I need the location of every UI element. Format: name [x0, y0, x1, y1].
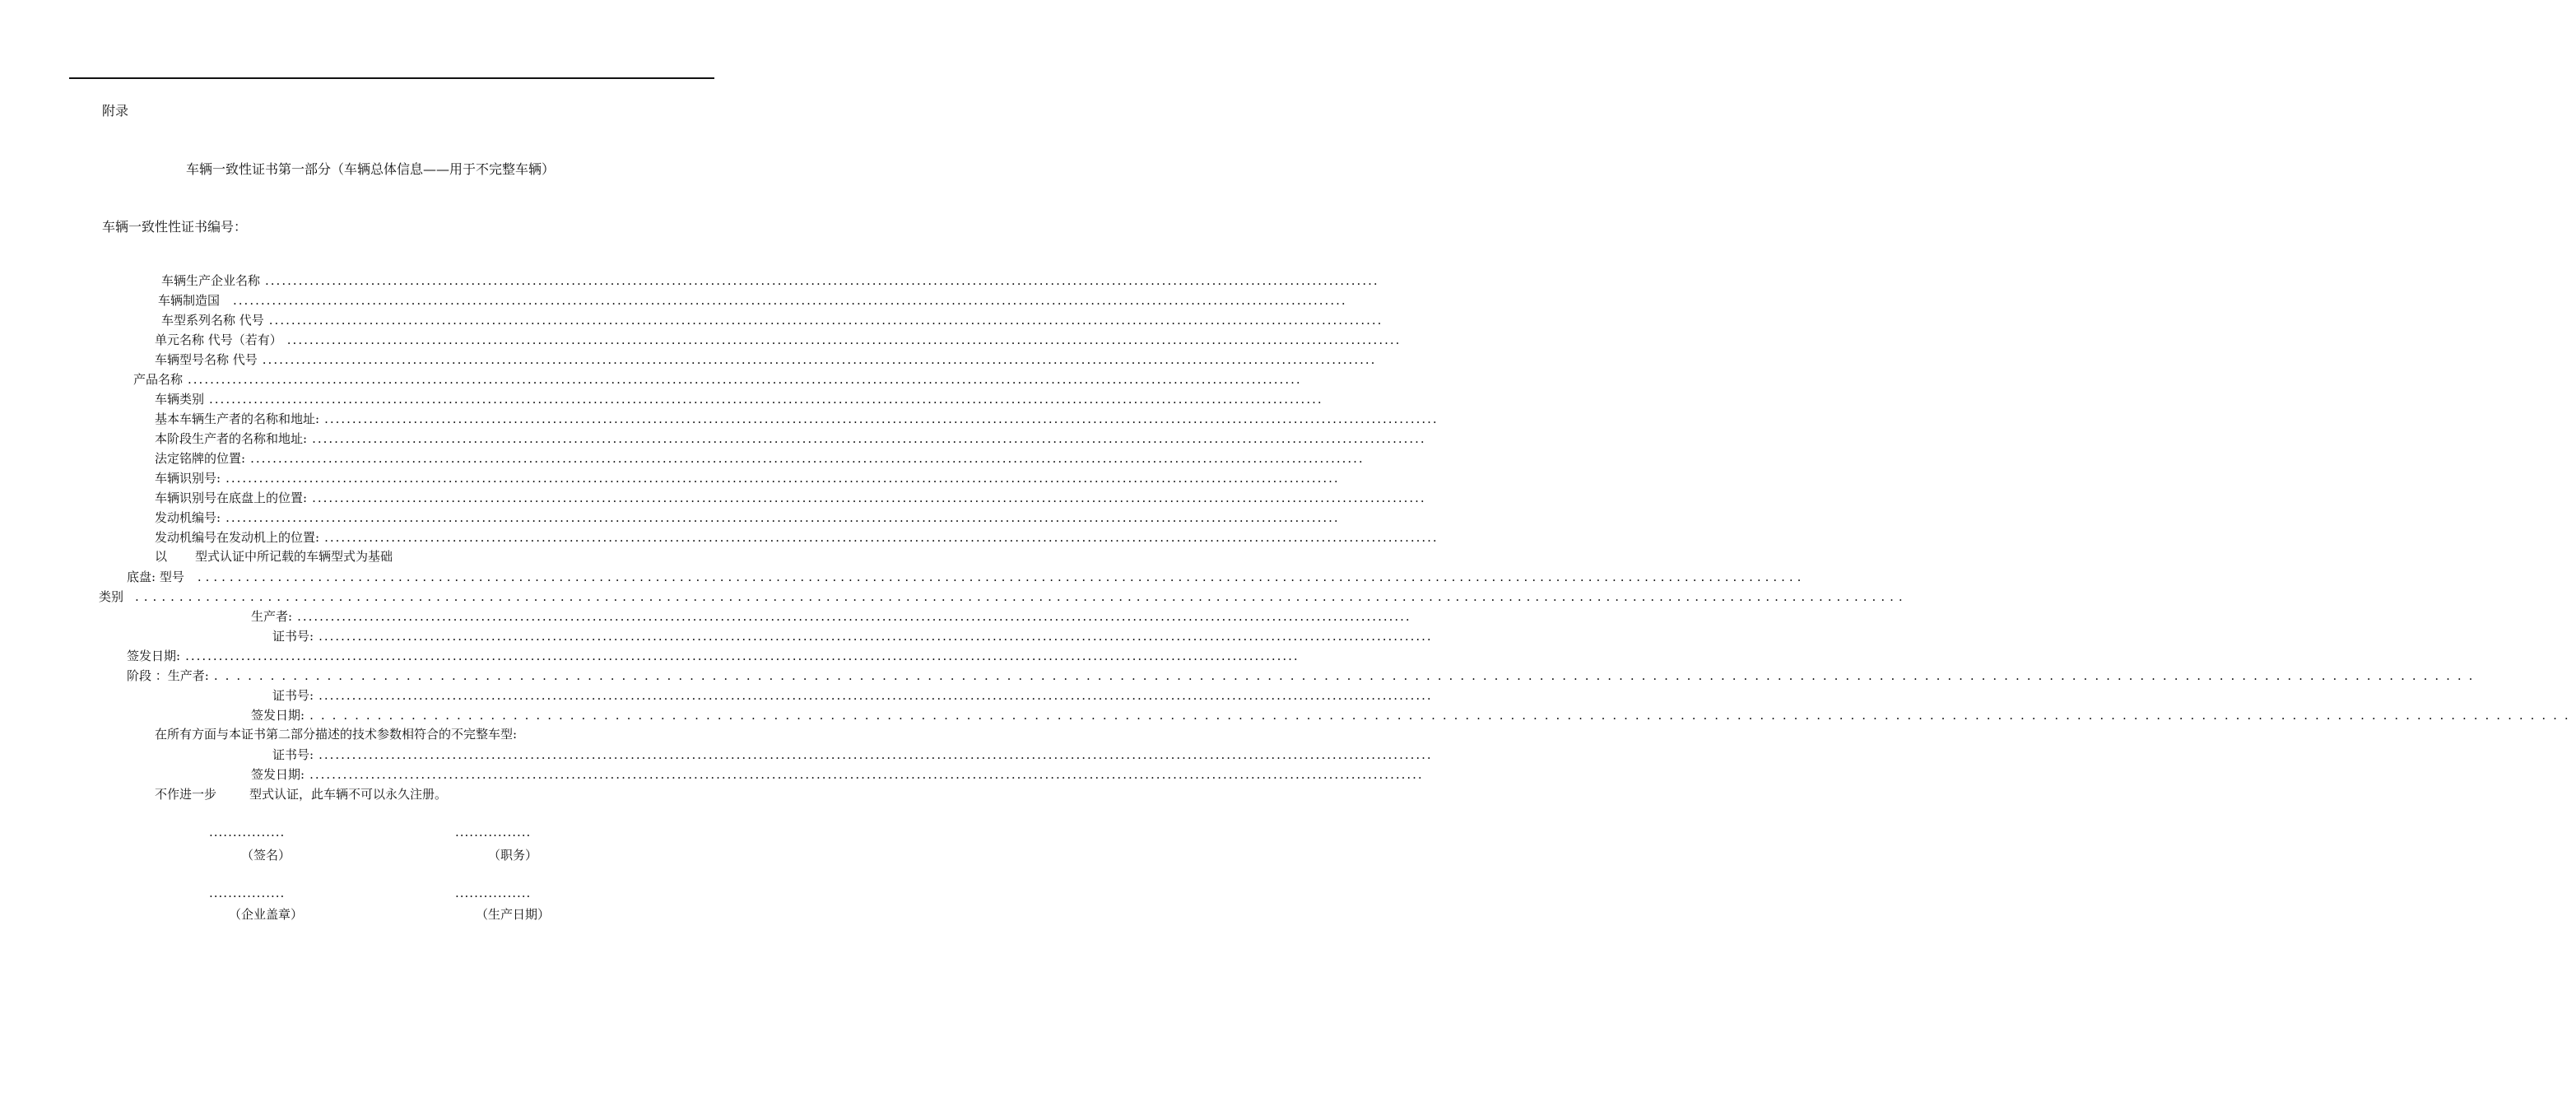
field-model: 车辆型号名称 代号 ........................................................................................................................................................................................................: [155, 352, 1377, 367]
field-series: 车型系列名称 代号 ........................................................................................................................................................................................................: [161, 313, 1383, 328]
field-chassis-model: 底盘: 型号 ........................................................................................................................................................................................................: [127, 570, 1806, 584]
field-plate-position: 法定铭牌的位置: ........................................................................................................................................................................................................: [155, 451, 1365, 466]
seal-line: ................: [209, 886, 286, 900]
field-engine-number: 发动机编号: ........................................................................................................................................................................................................: [155, 510, 1340, 525]
field-issue-date: 签发日期: ........................................................................................................................................................................................................: [127, 649, 1300, 663]
production-date-line: ................: [455, 886, 532, 900]
document-title: 车辆一致性证书第一部分（车辆总体信息——用于不完整车辆）: [186, 161, 556, 177]
field-product-name: 产品名称 ........................................................................................................................................................................................................: [133, 372, 1302, 387]
field-producer: 生产者: ........................................................................................................................................................................................................: [251, 609, 1411, 624]
field-stage-issue-date: 签发日期: ........................................................................................................................................................................................................: [251, 708, 2576, 723]
seal-caption: （企业盖章）: [229, 907, 304, 922]
signature-caption: （签名）: [241, 848, 291, 863]
field-conform-issue-date: 签发日期: ........................................................................................................................................................................................................: [251, 767, 1424, 782]
field-country: 车辆制造国 ........................................................................................................................................................................................................: [158, 293, 1347, 308]
certificate-number-label: 车辆一致性性证书编号：: [102, 219, 248, 235]
field-vin-position: 车辆识别号在底盘上的位置: ........................................................................................................................................................................................................: [155, 491, 1426, 505]
field-cert-no: 证书号: ........................................................................................................................................................................................................: [272, 629, 1433, 644]
field-chassis-category: 类别 ........................................................................................................................................................................................................: [99, 589, 1908, 604]
appendix-heading: 附录: [102, 103, 129, 119]
no-further-approval-statement: 不作进一步 型式认证，此车辆不可以永久注册。: [155, 787, 448, 802]
field-stage-manufacturer: 本阶段生产者的名称和地址: ........................................................................................................................................................................................................: [155, 431, 1426, 446]
field-base-manufacturer: 基本车辆生产者的名称和地址: ........................................................................................................................................................................................................: [155, 412, 1439, 426]
position-line: ................: [455, 825, 532, 840]
signature-line: ................: [209, 825, 286, 840]
field-unit: 单元名称 代号（若有） ........................................................................................................................................................................................................: [155, 333, 1402, 347]
position-caption: （职务）: [488, 848, 538, 863]
field-stage-cert-no: 证书号: ........................................................................................................................................................................................................: [272, 688, 1433, 703]
conformity-statement: 在所有方面与本证书第二部分描述的技术参数相符合的不完整车型:: [155, 727, 518, 742]
field-stage-producer: 阶段 ：生产者: ........................................................................................................................................................................................................: [127, 668, 2481, 683]
basis-statement: 以 型式认证中所记载的车辆型式为基础: [155, 549, 393, 564]
field-engine-number-position: 发动机编号在发动机上的位置: ........................................................................................................................................................................................................: [155, 530, 1439, 545]
field-manufacturer-name: 车辆生产企业名称 ........................................................................................................................................................................................................: [161, 273, 1379, 288]
top-rule: [69, 77, 714, 79]
production-date-caption: （生产日期）: [476, 907, 551, 922]
field-category: 车辆类别 ........................................................................................................................................................................................................: [155, 392, 1323, 407]
field-conform-cert-no: 证书号: ........................................................................................................................................................................................................: [272, 747, 1433, 762]
field-vin: 车辆识别号: ........................................................................................................................................................................................................: [155, 471, 1340, 486]
